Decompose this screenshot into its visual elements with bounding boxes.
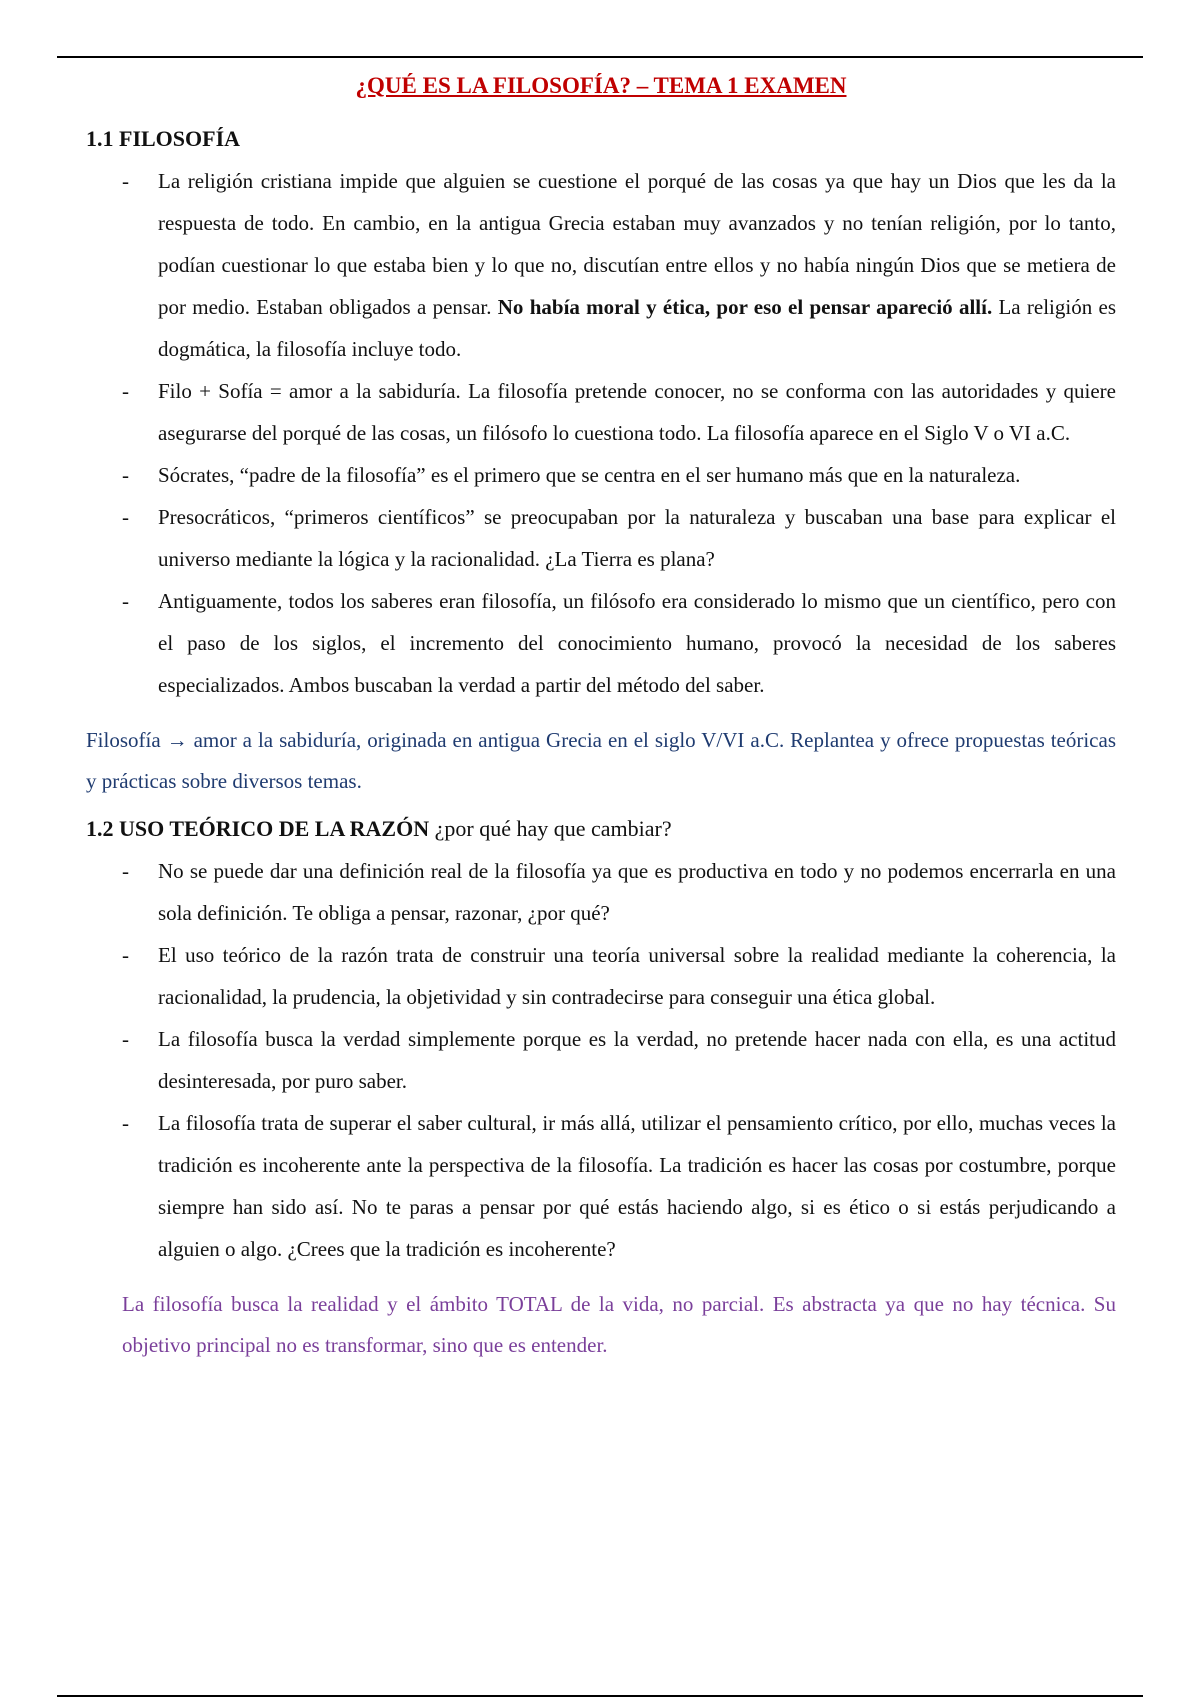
item-bold-text: No había moral y ética, por eso el pensar apareció allí. (497, 295, 993, 319)
list-item: - Filo + Sofía = amor a la sabiduría. La filosofía pretende conocer, no se conforma con las autoridades y quiere asegurarse del porqué de las cosas, un filósofo lo cuestiona todo. La filosofía aparece en el Siglo V o VI a.C. (86, 370, 1116, 454)
list-item: - El uso teórico de la razón trata de construir una teoría universal sobre la realidad mediante la coherencia, la racionalidad, la prudencia, la objetividad y sin contradecirse para conseguir una ética global. (86, 934, 1116, 1018)
list-item: - La filosofía trata de superar el saber cultural, ir más allá, utilizar el pensamiento crítico, por ello, muchas veces la tradición es incoherente ante la perspectiva de la filosofía. La tradición es hacer las cosas por costumbre, porque siempre han sido así. No te paras a pensar por qué estás haciendo algo, si es ético o si estás perjudicando a alguien o algo. ¿Crees que la tradición es incoherente? (86, 1102, 1116, 1270)
bottom-rule (57, 1695, 1143, 1697)
list-item: - Antiguamente, todos los saberes eran filosofía, un filósofo era considerado lo mismo que un científico, pero con el paso de los siglos, el incremento del conocimiento humano, provocó la necesidad de los saberes especializados. Ambos buscaban la verdad a partir del método del saber. (86, 580, 1116, 706)
item-text: La religión es dogmática, la filosofía incluye todo. (158, 295, 1116, 361)
section-heading-text: 1.2 USO TEÓRICO DE LA RAZÓN (86, 816, 430, 841)
section1-list (86, 160, 1116, 706)
item-text: La religión cristiana impide que alguien se cuestione el porqué de las cosas ya que hay un Dios que les da la respuesta de todo. En cambio, en la antigua Grecia estaban muy avanzados y no tenían religión, por lo tanto, podían cuestionar lo que estaba bien y lo que no, discutían entre ellos y no había ningún Dios que se metiera de por medio. Estaban obligados a pensar. (158, 169, 1116, 319)
top-rule (57, 56, 1143, 58)
section-heading-question: ¿por qué hay que cambiar? (429, 816, 672, 841)
section-heading-uso-teorico (86, 814, 1116, 844)
list-item: - No se puede dar una definición real de la filosofía ya que es productiva en todo y no podemos encerrarla en una sola definición. Te obliga a pensar, razonar, ¿por qué? (86, 850, 1116, 934)
section-heading-filosofia (86, 124, 1116, 154)
list-item (86, 160, 1116, 370)
section-heading-text: 1.1 FILOSOFÍA (86, 126, 241, 151)
document-title: ¿QUÉ ES LA FILOSOFÍA? – TEMA 1 EXAMEN (355, 73, 847, 98)
section2-list (86, 850, 1116, 1270)
list-item: - Sócrates, “padre de la filosofía” es el primero que se centra en el ser humano más que en la naturaleza. (86, 454, 1116, 496)
list-item: - La filosofía busca la verdad simplemente porque es la verdad, no pretende hacer nada con ella, es una actitud desinteresada, por puro saber. (86, 1018, 1116, 1102)
section2-summary: La filosofía busca la realidad y el ámbito TOTAL de la vida, no parcial. Es abstracta ya que no hay técnica. Su objetivo principal no es transformar, sino que es entender. (122, 1292, 1116, 1357)
section1-summary: Filosofía → amor a la sabiduría, originada en antigua Grecia en el siglo V/VI a.C. Replantea y ofrece propuestas teóricas y prácticas sobre diversos temas. (86, 728, 1116, 793)
list-item: - Presocráticos, “primeros científicos” se preocupaban por la naturaleza y buscaban una base para explicar el universo mediante la lógica y la racionalidad. ¿La Tierra es plana? (86, 496, 1116, 580)
document-page (86, 70, 1116, 1366)
